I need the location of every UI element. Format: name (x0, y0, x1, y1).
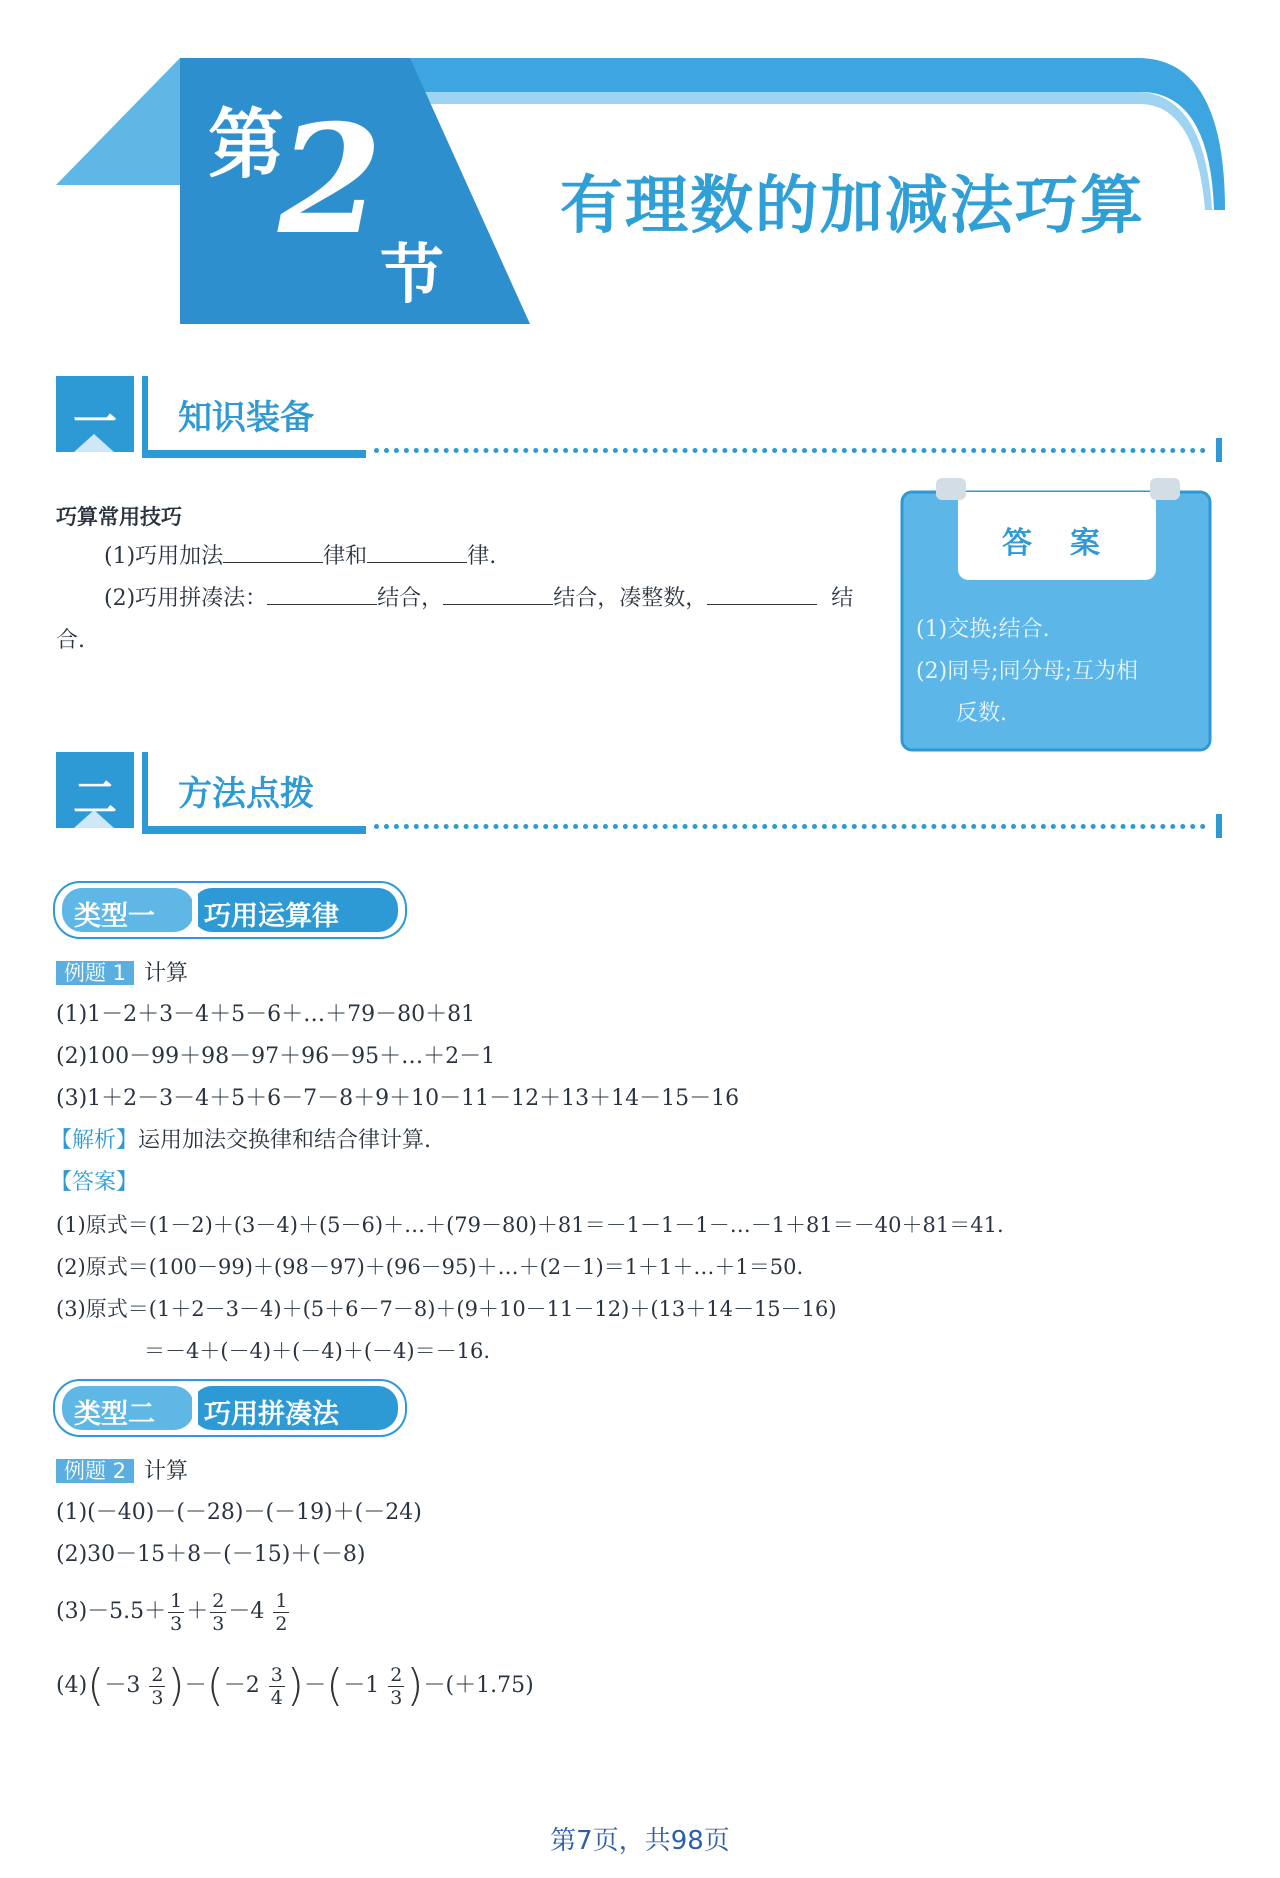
answer-2: (2)原式＝(100－99)＋(98－97)＋(96－95)＋…＋(2－1)＝1＋1＋…＋1＝50. (56, 1255, 804, 1279)
example-2-q3: (3)－5.5＋ $\frac{1}{3}$ ＋ $\frac{2}{3}$ －4 $\frac{1}{2}$ (56, 1589, 288, 1635)
section-number: 一 (73, 397, 117, 448)
answer-label: 【答案】 (50, 1170, 139, 1195)
answer-box-title: 答 案 (1002, 526, 1104, 561)
chapter-unit-char: 节 (380, 239, 444, 313)
answer-line-1: (1)交换;结合. (916, 617, 1050, 642)
section-heading-methods (56, 748, 1226, 838)
answer-line-3: 反数. (956, 701, 1007, 726)
example-1-q3: (3)1＋2－3－4＋5＋6－7－8＋9＋10－11－12＋13＋14－15－16 (56, 1086, 740, 1111)
answer-line-2: (2)同号;同分母;互为相 (916, 659, 1138, 684)
example-2-q4: (4)(－3 $\frac{2}{3}$ )－(－2 $\frac{3}{4}$ )－(－1 $\frac{2}{3}$ )－(＋1.75) (56, 1660, 534, 1711)
analysis-line: 【解析】运用加法交换律和结合律计算. (50, 1128, 432, 1153)
section-number-box (56, 752, 134, 828)
answer-box (900, 468, 1214, 752)
example-2-q2: (2)30－15＋8－(－15)＋(－8) (56, 1542, 366, 1567)
page-indicator: 第7页，共98页 (550, 1826, 730, 1856)
section-heading-knowledge (56, 372, 1226, 462)
chapter-number: 2 (278, 92, 383, 268)
example-2-q1: (1)(－40)－(－28)－(－19)＋(－24) (56, 1500, 422, 1525)
type-tag-1 (52, 880, 402, 940)
type-tag-title: 巧用拼凑法 (204, 1399, 339, 1430)
type-tag-number: 类型一 (74, 901, 155, 932)
section-number: 二 (73, 773, 117, 824)
type-tag-number: 类型二 (74, 1399, 155, 1430)
example-1-heading: 例题 1 计算 (56, 958, 188, 989)
type-tag-2 (52, 1378, 402, 1438)
example-1-q2: (2)100－99＋98－97＋96－95＋…＋2－1 (56, 1044, 496, 1069)
dotted-divider (374, 448, 1206, 453)
section-number-box (56, 376, 134, 452)
tips-heading: 巧算常用技巧 (56, 505, 182, 529)
type-tag-title: 巧用运算律 (204, 901, 339, 932)
chapter-label-char: 第 (208, 100, 284, 189)
tip-line-2: (2)巧用拼凑法： 结合， 结合，凑整数， 结 (104, 586, 854, 611)
chapter-title: 有理数的加减法巧算 (560, 169, 1145, 242)
tip-line-3: 合. (56, 628, 85, 653)
tip-line-1: (1)巧用加法 律和 律. (104, 544, 497, 569)
section-title: 方法点拨 (178, 774, 314, 814)
example-1-q1: (1)1－2＋3－4＋5－6＋…＋79－80＋81 (56, 1002, 476, 1027)
example-tag: 例题 1 (56, 961, 134, 985)
dotted-divider (374, 824, 1206, 829)
answer-3-cont: ＝－4＋(－4)＋(－4)＋(－4)＝－16. (144, 1339, 490, 1363)
example-tag: 例题 2 (56, 1459, 134, 1483)
example-2-heading: 例题 2 计算 (56, 1456, 188, 1487)
section-title: 知识装备 (178, 398, 314, 438)
answer-1: (1)原式＝(1－2)＋(3－4)＋(5－6)＋…＋(79－80)＋81＝－1－1－1－…－1＋81＝－40＋81＝41. (56, 1213, 1004, 1237)
answer-3: (3)原式＝(1＋2－3－4)＋(5＋6－7－8)＋(9＋10－11－12)＋(13＋14－15－16) (56, 1297, 837, 1321)
